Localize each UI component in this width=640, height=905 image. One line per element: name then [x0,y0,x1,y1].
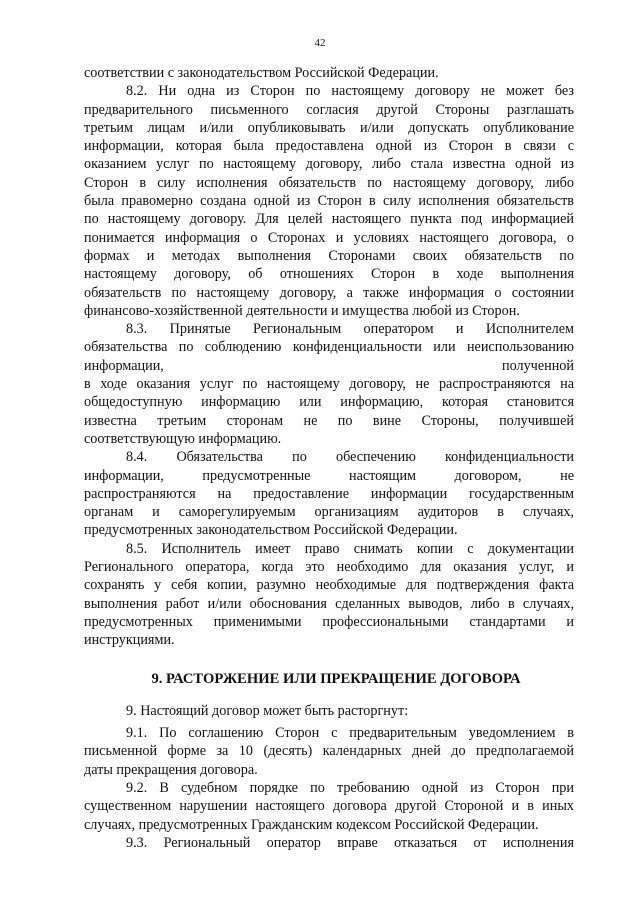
text-line: 8.3. Принятые Региональным оператором и Исполнителем [126,321,574,338]
text-line: финансово-хозяйственной деятельности и имущества любой из Сторон. [84,302,520,319]
text-line: третьим лицам и/или опубликовывать и/или допускать опубликование [84,119,574,136]
text-line: 9.1. По соглашению Сторон с предварительным уведомлением в [126,725,574,742]
paragraph-intro [84,64,574,82]
text-line: информации, полученной [84,357,574,374]
paragraph-9-2 [84,779,574,834]
text-line: письменной форме за 10 (десять) календарных дней до предполагаемой [84,743,574,760]
text-line: была правомерно создана одной из Сторон в силу исполнения обязательств [84,193,574,210]
text-line: в ходе оказания услуг по настоящему договору, не распространяются на [84,376,574,393]
text-line: 8.2. Ни одна из Сторон по настоящему договору не может без [126,83,574,100]
text-line: предусмотренных законодательством Российской Федерации. [84,522,458,539]
paragraph-8-3 [84,320,574,448]
text-line: 9. Настоящий договор может быть расторгнут: [126,702,409,719]
text-line: выполнения работ и/или обоснования сделанных выводов, либо в случаях, [84,595,574,612]
text-line: сохранять у себя копии, разумно необходимые для подтверждения факта [84,577,574,594]
paragraph-9 [84,702,574,720]
text-line: инструкциями. [84,632,175,649]
text-line: соответствии с законодательством Российской Федерации. [84,65,439,81]
text-line: случаях, предусмотренных Гражданским кодексом Российской Федерации. [84,816,539,833]
paragraph-9-3 [84,834,574,852]
text-line: Сторон в силу исполнения обязательств по настоящему договору, либо [84,174,574,191]
text-line: оказанием услуг по настоящему договору, либо стала известна одной из [84,156,574,173]
text-line: информации, предусмотренные настоящим договором, не [84,467,574,484]
text-line: формах и методах выполнения Сторонами своих обязательств по [84,247,574,264]
text-line: 9.3. Региональный оператор вправе отказаться от исполнения [126,834,574,851]
paragraph-8-2 [84,82,574,320]
paragraph-8-4 [84,448,574,539]
text-line: 9.2. В судебном порядке по требованию одной из Сторон при [126,779,574,796]
text-line: обязательства по соблюдению конфиденциальности или неиспользованию [84,339,574,356]
text-line: органам и саморегулируемым организациям аудиторов в случаях, [84,504,574,521]
text-line: даты прекращения договора. [84,761,258,778]
section-heading: 9. РАСТОРЖЕНИЕ ИЛИ ПРЕКРАЩЕНИЕ ДОГОВОРА [151,670,521,687]
text-line: информации, которая была предоставлена одной из Сторон в связи с [84,138,574,155]
text-line: существенном нарушении настоящего договора другой Стороной и в иных [84,798,574,815]
text-line: 8.4. Обязательства по обеспечению конфиденциальности [126,449,574,466]
text-line: распространяются на предоставление информации государственным [84,485,574,502]
text-line: Регионального оператора, когда это необходимо для оказания услуг, и [84,559,574,576]
text-line: по настоящему договору. Для целей настоящего пункта под информацией [84,211,574,228]
paragraph-8-5 [84,540,574,650]
text-line: 8.5. Исполнитель имеет право снимать копии с документации [126,540,574,557]
text-line: известна третьим сторонам не по вине Стороны, получившей [84,412,574,429]
text-line: соответствующую информацию. [84,430,282,447]
text-line: общедоступную информацию или информацию, которая становится [84,394,574,411]
text-line: предусмотренных применимыми профессиональными стандартами и [84,613,574,630]
paragraph-9-1 [84,724,574,779]
text-line: предварительного письменного согласия другой Стороны разглашать [84,101,574,118]
page-number: 42 [314,37,326,49]
text-line: понимается информация о Сторонах и условиях настоящего договора, о [84,229,574,246]
text-line: обязательств по настоящему договору, а также информация о состоянии [84,284,574,301]
document-body [84,64,574,852]
text-line: настоящему договору, об отношениях Сторон в ходе выполнения [84,266,574,283]
